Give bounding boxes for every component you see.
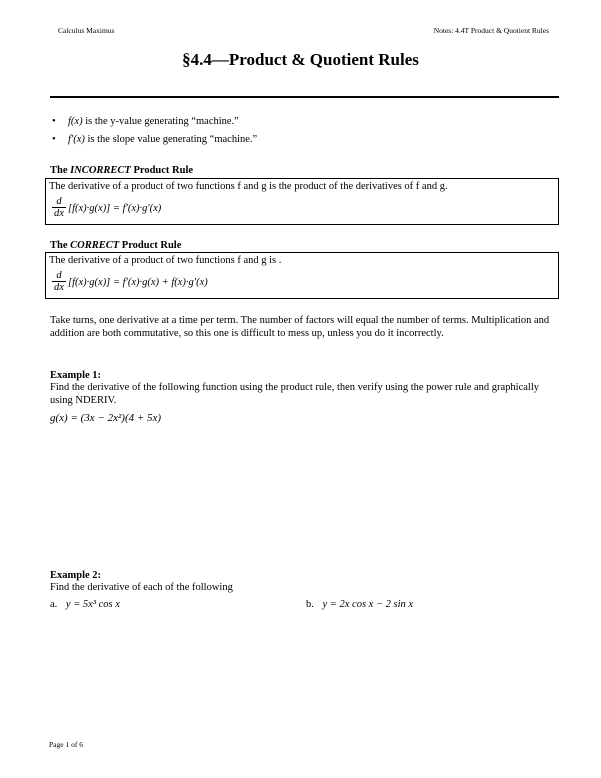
example-1-text: Find the derivative of the following function using the product rule, then verify using the power rule and graphically using NDERIV. [50, 382, 539, 406]
heading-emphasis: CORRECT [70, 240, 120, 251]
correct-rule-heading [50, 240, 181, 251]
heading-prefix: The [50, 240, 71, 251]
example-2-part-b [306, 599, 413, 610]
correct-rule-text: The derivative of a product of two functions f and g is . [49, 255, 282, 266]
part-a-label: a. [50, 599, 58, 610]
correct-rule-box [45, 252, 559, 299]
example-2-text: Find the derivative of each of the following [50, 582, 233, 593]
bullet-item-1 [52, 116, 239, 127]
frac-numerator: d [52, 196, 66, 208]
example-2-part-a [50, 599, 120, 610]
heading-suffix: Product Rule [130, 165, 194, 176]
incorrect-rule-box [45, 178, 559, 225]
bullet-math: f′(x) [68, 134, 85, 145]
frac-denominator: dx [54, 282, 64, 293]
correct-rule-formula: [f(x)·g(x)] = f′(x)·g(x) + f(x)·g′(x) [68, 277, 208, 288]
header-left: Calculus Maximus [58, 26, 115, 35]
example-2-heading: Example 2: [50, 570, 102, 581]
derivative-operator [52, 270, 66, 293]
bullet-icon: • [52, 134, 56, 145]
bullet-icon: • [52, 116, 56, 127]
frac-numerator: d [52, 270, 66, 282]
title-divider [50, 96, 559, 98]
part-a-formula: y = 5x³ cos x [65, 599, 120, 610]
bullet-item-2 [52, 134, 257, 145]
explanation-paragraph: Take turns, one derivative at a time per term. The number of factors will equal the number of terms. Multiplication and addition are both commutative, so this one is difficult to mess up, unless you do it incorrectly. [50, 315, 550, 339]
bullet-text: is the slope value generating “machine.” [84, 134, 258, 145]
heading-prefix: The [50, 165, 71, 176]
example-1-formula: g(x) = (3x − 2x²)(4 + 5x) [50, 412, 162, 424]
derivative-operator [52, 196, 66, 219]
incorrect-rule-heading [50, 165, 193, 176]
incorrect-rule-formula: [f(x)·g(x)] = f′(x)·g′(x) [68, 203, 162, 214]
page-title: §4.4—Product & Quotient Rules [182, 50, 419, 69]
page-footer: Page 1 of 6 [49, 740, 83, 749]
bullet-math: f(x) [68, 116, 83, 127]
heading-suffix: Product Rule [119, 240, 182, 251]
incorrect-rule-text: The derivative of a product of two functions f and g is the product of the derivatives of f and g. [49, 181, 448, 192]
part-b-formula: y = 2x cos x − 2 sin x [322, 599, 414, 610]
example-1-heading: Example 1: [50, 370, 102, 381]
heading-emphasis: INCORRECT [70, 165, 131, 176]
part-b-label: b. [306, 599, 314, 610]
bullet-text: is the y-value generating “machine.” [82, 116, 239, 127]
header-right: Notes: 4.4T Product & Quotient Rules [433, 26, 549, 35]
frac-denominator: dx [54, 208, 64, 219]
